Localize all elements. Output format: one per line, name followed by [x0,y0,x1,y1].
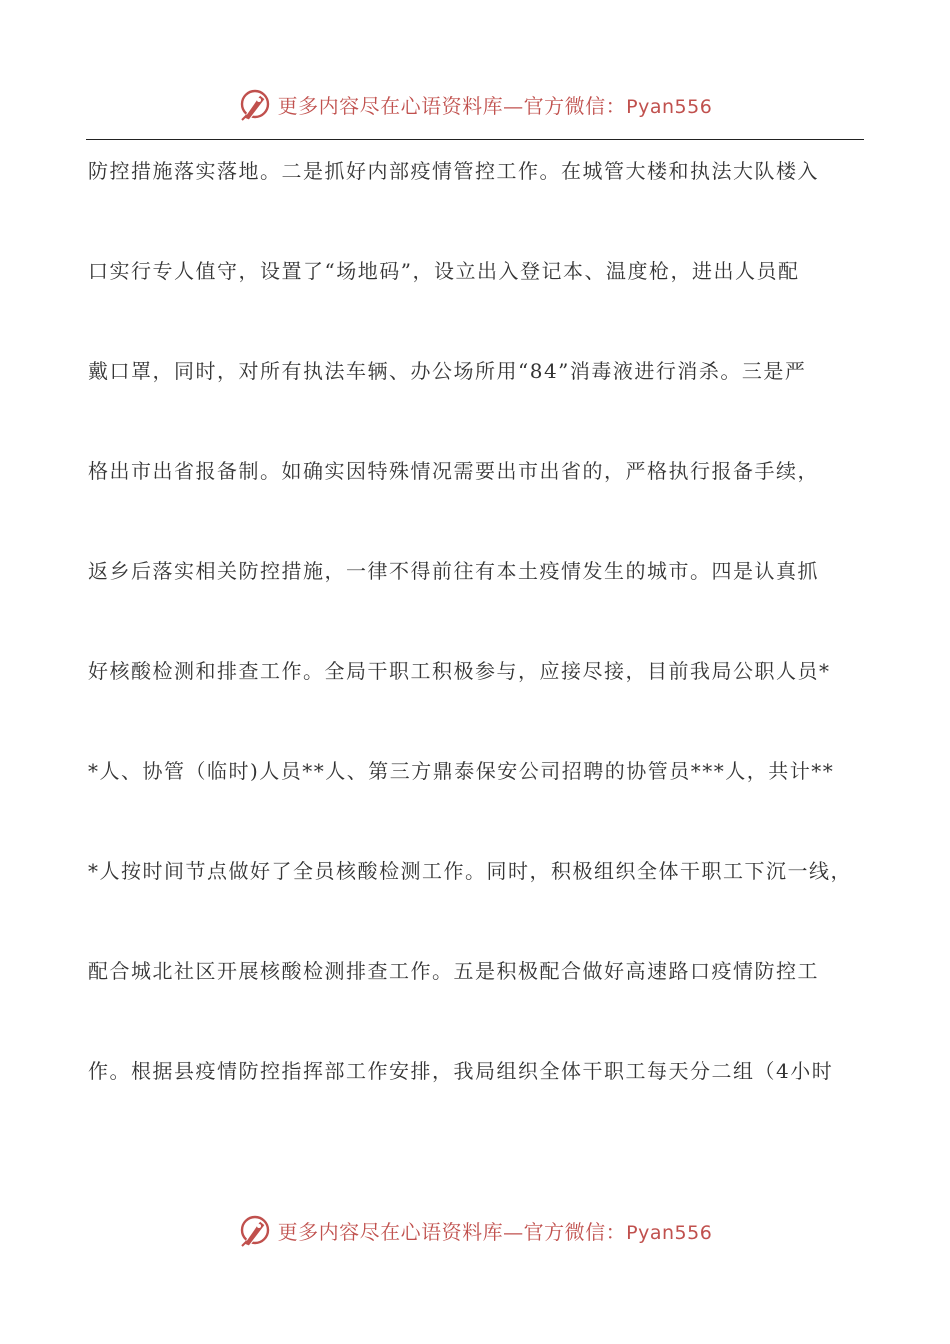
footer-banner [0,1210,950,1250]
body-line: 好核酸检测和排查工作。全局干职工积极参与，应接尽接，目前我局公职人员* [88,659,831,683]
banner-text: 更多内容尽在心语资料库—官方微信：Pyan556 [277,93,713,118]
banner-handle: Pyan556 [626,1221,713,1244]
banner-handle: Pyan556 [626,95,713,118]
body-line: 口实行专人值守，设置了“场地码”，设立出入登记本、温度枪，进出人员配 [88,259,800,283]
banner-text: 更多内容尽在心语资料库—官方微信：Pyan556 [277,1219,713,1244]
body-line: 格出市出省报备制。如确实因特殊情况需要出市出省的，严格执行报备手续， [88,459,819,483]
body-line: *人按时间节点做好了全员核酸检测工作。同时，积极组织全体干职工下沉一线， [88,859,852,883]
body-line: 防控措施落实落地。二是抓好内部疫情管控工作。在城管大楼和执法大队楼入 [88,159,819,183]
body-line: 作。根据县疫情防控指挥部工作安排，我局组织全体干职工每天分二组（4小时 [88,1059,834,1083]
header-divider [86,139,864,140]
body-line: 戴口罩，同时，对所有执法车辆、办公场所用“84”消毒液进行消杀。三是严 [88,359,807,383]
body-line: 返乡后落实相关防控措施，一律不得前往有本土疫情发生的城市。四是认真抓 [88,559,819,583]
pen-nib-circle-icon [238,87,272,121]
body-line: *人、协管（临时)人员**人、第三方鼎泰保安公司招聘的协管员***人，共计** [88,759,835,783]
body-line: 配合城北社区开展核酸检测排查工作。五是积极配合做好高速路口疫情防控工 [88,959,819,983]
header-banner [0,84,950,124]
document-body [88,148,868,1148]
pen-nib-circle-icon [238,1213,272,1247]
